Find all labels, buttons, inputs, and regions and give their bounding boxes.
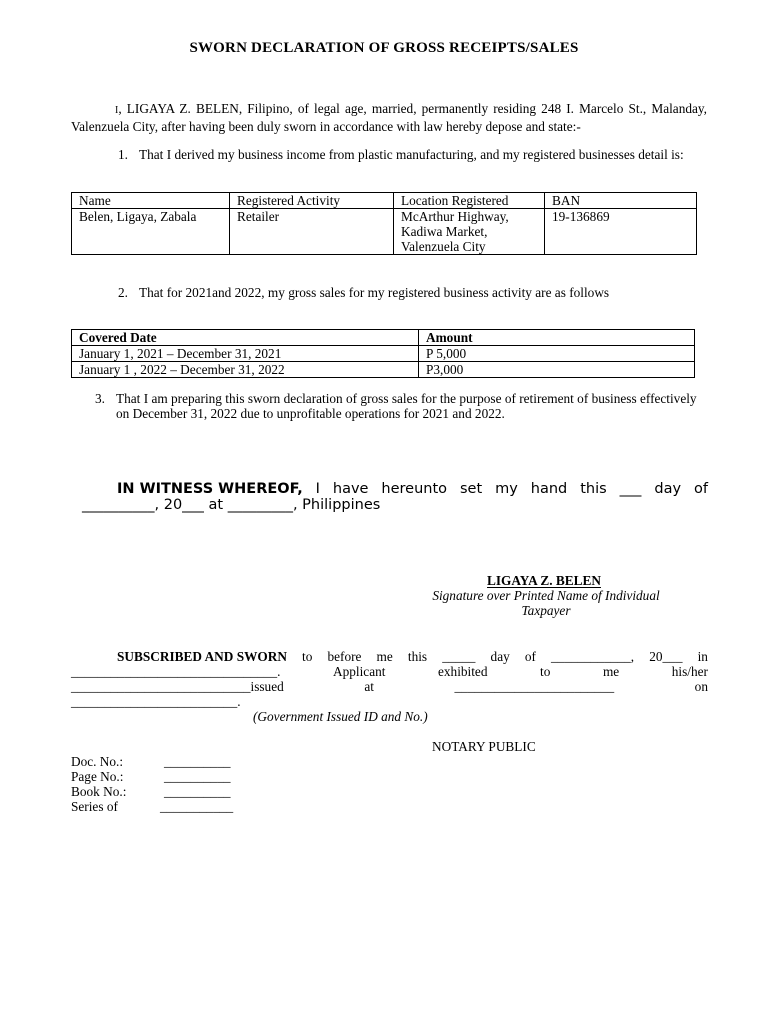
jurat-word: me <box>602 664 620 679</box>
doc-field-label: Series of <box>71 799 118 814</box>
notary-public-label: NOTARY PUBLIC <box>432 739 536 754</box>
doc-field-blank: __________ <box>164 784 231 799</box>
item-1 <box>118 147 707 162</box>
jurat-word: his/her <box>671 664 708 679</box>
intro-paragraph <box>71 101 707 135</box>
cell-date: January 1 , 2022 – December 31, 2022 <box>72 362 419 378</box>
gov-id-caption: (Government Issued ID and No.) <box>253 709 428 724</box>
notarial-register <box>71 754 233 814</box>
signatory-name <box>390 573 702 588</box>
doc-field <box>71 784 233 799</box>
item-3 <box>95 391 707 421</box>
jurat-word: Applicant <box>333 664 386 679</box>
header-amount: Amount <box>419 330 695 346</box>
jurat-word: 20___ <box>649 649 683 664</box>
signature-caption-line: Signature over Printed Name of Individual <box>432 588 660 603</box>
cell-name: Belen, Ligaya, Zabala <box>72 209 230 255</box>
table-row <box>72 346 695 362</box>
jurat-word: on <box>694 679 708 694</box>
jurat-line-3 <box>71 679 708 694</box>
header-ban: BAN <box>545 193 697 209</box>
jurat-word: _____ <box>442 649 476 664</box>
cell-amount: P 5,000 <box>419 346 695 362</box>
item-1-number: 1. <box>118 147 128 162</box>
header-activity: Registered Activity <box>230 193 394 209</box>
location-line: McArthur Highway, <box>401 209 509 224</box>
item-2-text: That for 2021and 2022, my gross sales for my registered business activity are as follows <box>139 285 610 300</box>
witness-word: hereunto <box>381 481 448 497</box>
witness-word: ___ <box>619 481 642 497</box>
sales-table-header <box>72 330 695 346</box>
jurat-word: me <box>376 649 393 664</box>
intro-text: , LIGAYA Z. BELEN, Filipino, of legal age, married, permanently residing 248 I. Marcelo St., Malanday, Valenzuela City, after having been duly sworn in accordance with law hereby depose and state:- <box>71 101 707 134</box>
jurat-line-2 <box>71 664 708 679</box>
jurat-word: _______________________________. <box>71 664 281 679</box>
item-2-number: 2. <box>118 285 128 300</box>
witness-clause <box>82 481 708 513</box>
jurat-word: in <box>697 649 708 664</box>
witness-bold: IN WITNESS WHEREOF, <box>117 481 303 497</box>
business-table-header <box>72 193 697 209</box>
doc-field <box>71 769 233 784</box>
cell-amount: P3,000 <box>419 362 695 378</box>
jurat-word: exhibited <box>438 664 488 679</box>
item-3-text: That I am preparing this sworn declaration of gross sales for the purpose of retirement of business effectively on December 31, 2022 due to unprofitable operations for 2021 and 2022. <box>116 391 697 421</box>
signature-caption-line: Taxpayer <box>521 603 571 618</box>
jurat-word: this <box>407 649 428 664</box>
witness-word: hand <box>530 481 568 497</box>
item-3-number: 3. <box>95 391 105 406</box>
cell-date: January 1, 2021 – December 31, 2021 <box>72 346 419 362</box>
jurat-bold: SUBSCRIBED AND SWORN <box>117 649 287 664</box>
witness-line-2: __________, 20___ at _________, Philippines <box>82 497 381 513</box>
table-row <box>72 362 695 378</box>
jurat-line-1 <box>71 649 708 664</box>
doc-field-blank: __________ <box>164 769 231 784</box>
business-table <box>71 192 697 255</box>
witness-word: this <box>580 481 607 497</box>
jurat-word: ________________________ <box>454 679 615 694</box>
document-title: SWORN DECLARATION OF GROSS RECEIPTS/SALES <box>189 40 579 56</box>
doc-field-blank: __________ <box>164 754 231 769</box>
jurat-word: ____________, <box>551 649 635 664</box>
table-row <box>72 209 697 255</box>
jurat-word: of <box>524 649 536 664</box>
sales-table <box>71 329 695 378</box>
doc-field-blank: ___________ <box>160 799 234 814</box>
doc-field <box>71 799 233 814</box>
jurat <box>71 649 708 709</box>
cell-activity: Retailer <box>230 209 394 255</box>
witness-word: day <box>654 481 682 497</box>
header-location: Location Registered <box>394 193 545 209</box>
signature-block <box>390 573 702 618</box>
witness-line-1 <box>82 481 708 497</box>
jurat-word: ___________________________issued <box>71 679 284 694</box>
header-name: Name <box>72 193 230 209</box>
witness-word: I <box>315 481 320 497</box>
signatory-name-text: LIGAYA Z. BELEN <box>487 573 601 588</box>
cell-location <box>394 209 545 255</box>
intro-pronoun: I <box>115 105 119 116</box>
jurat-word: day <box>490 649 510 664</box>
witness-word: my <box>495 481 518 497</box>
location-line: Kadiwa Market, <box>401 224 488 239</box>
doc-field-label: Doc. No.: <box>71 754 124 769</box>
cell-ban: 19-136869 <box>545 209 697 255</box>
doc-field-label: Page No.: <box>71 769 124 784</box>
jurat-word: to <box>302 649 313 664</box>
witness-word: of <box>693 481 708 497</box>
location-line: Valenzuela City <box>401 239 486 254</box>
item-1-text: That I derived my business income from plastic manufacturing, and my registered businesses detail is: <box>139 147 684 162</box>
witness-word: set <box>460 481 483 497</box>
doc-field <box>71 754 233 769</box>
jurat-word: before <box>327 649 362 664</box>
jurat-line-4: _________________________. <box>71 694 241 709</box>
witness-word: have <box>332 481 369 497</box>
jurat-word: at <box>364 679 374 694</box>
jurat-word: to <box>540 664 551 679</box>
item-2 <box>118 285 707 300</box>
header-covered-date: Covered Date <box>72 330 419 346</box>
doc-field-label: Book No.: <box>71 784 127 799</box>
